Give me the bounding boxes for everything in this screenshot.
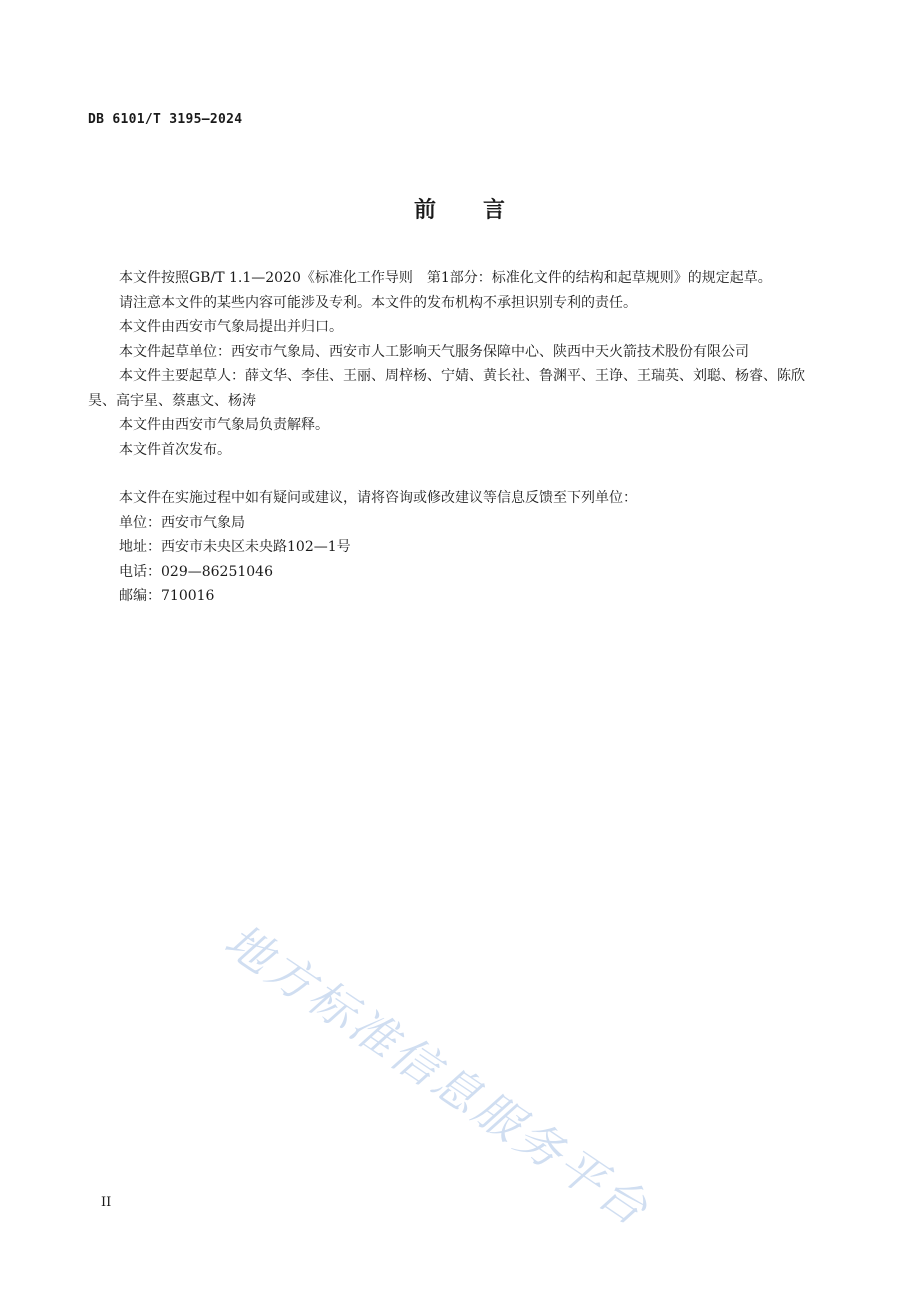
feedback-address: 地址：西安市未央区未央路102—1号 — [119, 539, 351, 555]
paragraph-first-release: 本文件首次发布。 — [119, 441, 231, 458]
paragraph-drafting-units: 本文件起草单位：西安市气象局、西安市人工影响天气服务保障中心、陕西中天火箭技术股份有限公司 — [119, 343, 749, 360]
page-number: II — [101, 1195, 112, 1210]
paragraph-spacer — [88, 462, 824, 486]
page-title: 前 言 — [413, 198, 506, 223]
paragraph-drafters: 本文件主要起草人：薛文华、李佳、王丽、周梓杨、宁婧、黄长社、鲁渊平、王诤、王瑞英、刘聪、杨睿、陈欣昊、高宇星、蔡惠文、杨涛 — [88, 368, 805, 409]
paragraph-patent-notice: 请注意本文件的某些内容可能涉及专利。本文件的发布机构不承担识别专利的责任。 — [119, 294, 637, 311]
feedback-intro: 本文件在实施过程中如有疑问或建议，请将咨询或修改建议等信息反馈至下列单位： — [119, 490, 637, 506]
watermark: 地方标准信息服务平台 — [215, 913, 660, 1238]
paragraph-interpretation: 本文件由西安市气象局负责解释。 — [119, 417, 329, 433]
paragraph-proposer: 本文件由西安市气象局提出并归口。 — [119, 319, 343, 335]
foreword-body — [88, 266, 824, 609]
feedback-postcode: 邮编：710016 — [119, 588, 215, 604]
paragraph-drafting-rule: 本文件按照GB/T 1.1—2020《标准化工作导则 第1部分：标准化文件的结构和起草规则》的规定起草。 — [119, 270, 772, 286]
feedback-phone: 电话：029—86251046 — [119, 563, 273, 580]
document-code: DB 6101/T 3195—2024 — [88, 112, 243, 127]
feedback-unit: 单位：西安市气象局 — [119, 514, 245, 531]
